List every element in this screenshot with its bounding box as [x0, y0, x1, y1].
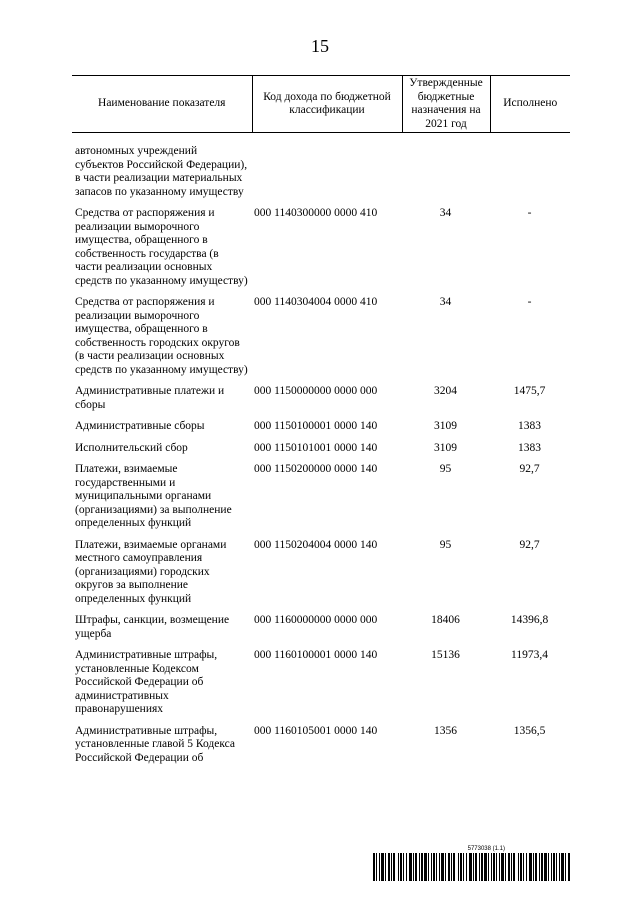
approved-budget-cell: 3204: [434, 385, 457, 397]
executed-cell: [490, 133, 570, 208]
executed-cell: 92,7: [519, 463, 540, 475]
indicator-name-cell: Средства от распоряжения и реализации выморочного имущества, обращенного в собственность городских округов (в части реализации основных средств по указанному имуществу): [75, 296, 248, 376]
executed-cell: -: [527, 296, 532, 308]
executed-cell: -: [527, 207, 532, 219]
table-row: [72, 725, 570, 774]
table-row: [72, 385, 570, 420]
income-code-cell: 000 1160105001 0000 140: [254, 724, 378, 737]
approved-budget-cell: 15136: [431, 649, 460, 661]
table-row: [72, 614, 570, 649]
executed-cell: 1383: [518, 441, 541, 454]
page-number: 15: [311, 36, 329, 56]
income-code-cell: 000 1150204004 0000 140: [254, 538, 378, 551]
header-approved-budget: Утвержденные бюджетные назначения на 2021 год: [402, 76, 490, 133]
income-code-cell: [252, 133, 402, 208]
approved-budget-cell: 34: [439, 296, 452, 308]
approved-budget-cell: 95: [439, 538, 452, 551]
indicator-name-cell: Административные штрафы, установленные главой 5 Кодекса Российской Федерации об: [75, 724, 236, 764]
indicator-name-cell: Платежи, взимаемые государственными и муниципальными органами (организациями) за выполнение определенных функций: [75, 463, 232, 529]
barcode-block: [373, 846, 571, 886]
approved-budget-cell: 3109: [434, 441, 457, 454]
table-row: [72, 463, 570, 539]
indicator-name-cell: Штрафы, санкции, возмещение ущерба: [75, 614, 230, 640]
barcode-label: 5773038 (1.1): [467, 846, 505, 852]
approved-budget-cell: 3109: [434, 420, 457, 432]
header-executed: Исполнено: [490, 76, 570, 133]
table-row: [72, 296, 570, 385]
indicator-name-cell: Административные штрафы, установленные Кодексом Российской Федерации об административных правонарушениях: [75, 649, 218, 715]
budget-execution-table: [72, 75, 570, 773]
table-row: [72, 420, 570, 442]
income-code-cell: 000 1150000000 0000 000: [254, 385, 378, 397]
approved-budget-cell: 18406: [431, 614, 460, 626]
approved-budget-cell: [402, 133, 490, 208]
executed-cell: 11973,4: [511, 649, 548, 661]
executed-cell: 92,7: [519, 538, 540, 551]
executed-cell: 1356,5: [513, 724, 546, 737]
executed-cell: 1383: [518, 420, 541, 432]
executed-cell: 14396,8: [510, 614, 549, 626]
table-row: [72, 649, 570, 725]
income-code-cell: 000 1140300000 0000 410: [254, 207, 378, 219]
barcode-image: [373, 853, 571, 881]
header-income-code: Код дохода по бюджетной классификации: [252, 76, 402, 133]
indicator-name-cell: Исполнительский сбор: [75, 441, 188, 454]
table-row: [72, 539, 570, 615]
indicator-name-cell: Административные платежи и сборы: [75, 385, 225, 411]
table-header-row: [72, 76, 570, 133]
approved-budget-cell: 95: [439, 463, 452, 475]
indicator-name-cell: Платежи, взимаемые органами местного самоуправления (организациями) городских округов за выполнение определенных функций: [75, 538, 227, 605]
income-code-cell: 000 1150200000 0000 140: [254, 463, 378, 475]
income-code-cell: 000 1150100001 0000 140: [254, 420, 378, 432]
income-code-cell: 000 1150101001 0000 140: [254, 441, 378, 454]
income-code-cell: 000 1140304004 0000 410: [254, 296, 378, 308]
indicator-name-cell: Средства от распоряжения и реализации выморочного имущества, обращенного в собственность государства (в части реализации основных средств по указанному имуществу): [75, 207, 248, 287]
table-row: [72, 442, 570, 464]
executed-cell: 1475,7: [513, 385, 546, 397]
header-indicator-name: Наименование показателя: [72, 76, 252, 133]
indicator-name-cell: автономных учреждений субъектов Российской Федерации), в части реализации материальных запасов по указанному имуществу: [75, 145, 248, 198]
table-row: [72, 207, 570, 296]
table-row: [72, 133, 570, 208]
approved-budget-cell: 1356: [434, 724, 457, 737]
indicator-name-cell: Административные сборы: [75, 420, 205, 432]
income-code-cell: 000 1160100001 0000 140: [254, 649, 378, 661]
income-code-cell: 000 1160000000 0000 000: [254, 614, 378, 626]
approved-budget-cell: 34: [439, 207, 452, 219]
